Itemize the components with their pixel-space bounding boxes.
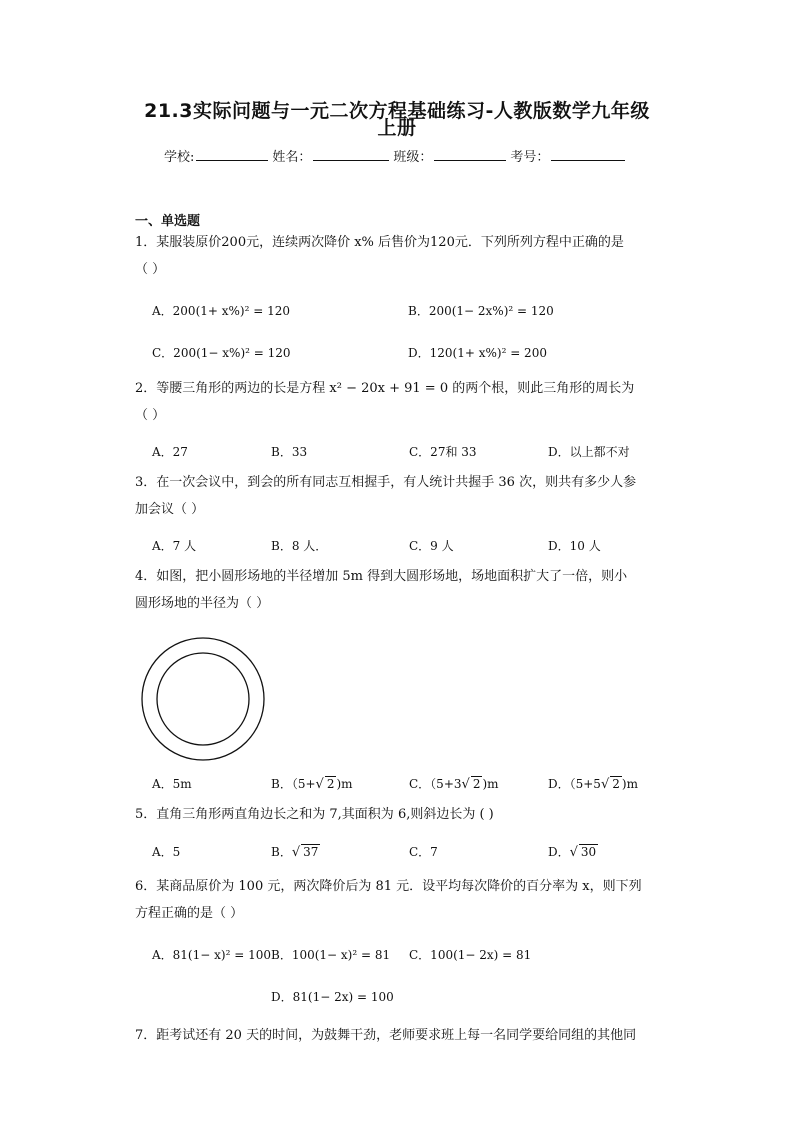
- question-3-line1: 3．在一次会议中，到会的所有同志互相握手，有人统计共握手 36 次，则共有多少人参: [135, 475, 637, 490]
- school-blank: [196, 148, 268, 161]
- question-3-stem: [135, 469, 665, 523]
- q6-option-b[interactable]: B．100(1− x)² = 81: [271, 948, 391, 962]
- q2-option-c[interactable]: C．27和 33: [409, 445, 477, 459]
- q4-option-b-tail: )m: [336, 777, 353, 791]
- question-5-line1: 5．直角三角形两直角边长之和为 7,其面积为 6,则斜边长为 ( ): [135, 807, 494, 822]
- q4-option-b-prefix: B．（5+: [271, 777, 316, 791]
- question-7-line1: 7．距考试还有 20 天的时间，为鼓舞干劲，老师要求班上每一名同学要给同组的其他同: [135, 1028, 637, 1043]
- question-4-line1: 4．如图，把小圆形场地的半径增加 5m 得到大圆形场地，场地面积扩大了一倍，则小: [135, 569, 628, 584]
- worksheet-title-line2: 上册: [377, 117, 417, 139]
- q5-option-b-radicand: 37: [303, 845, 319, 859]
- worksheet-title-line1: 21.3实际问题与一元二次方程基础练习-人教版数学九年级: [144, 100, 650, 122]
- q4-option-b-radicand: 2: [326, 777, 335, 791]
- question-1-stem: [135, 229, 665, 283]
- sqrt-icon: √: [461, 777, 470, 792]
- large-circle: [142, 638, 264, 760]
- concentric-circles-figure: [140, 636, 266, 762]
- school-label: 学校:: [164, 150, 195, 165]
- exam-number-blank: [551, 148, 625, 161]
- question-6-stem: [135, 873, 665, 927]
- question-5-stem: [135, 801, 665, 828]
- q2-option-b[interactable]: B．33: [271, 445, 308, 459]
- question-6-line1: 6．某商品原价为 100 元，两次降价后为 81 元．设平均每次降价的百分率为 x，则下列: [135, 879, 642, 894]
- q5-option-a[interactable]: A．5: [152, 845, 181, 859]
- q3-option-a[interactable]: A．7 人: [152, 539, 197, 553]
- question-4-line2: 圆形场地的半径为（ ）: [135, 596, 270, 611]
- class-blank: [434, 148, 506, 161]
- q1-option-c[interactable]: C．200(1− x%)² = 120: [152, 346, 291, 360]
- q6-option-a[interactable]: A．81(1− x)² = 100: [152, 948, 271, 962]
- q4-option-c-radicand: 2: [472, 777, 481, 791]
- question-4-stem: [135, 563, 665, 617]
- q4-option-d[interactable]: [548, 775, 638, 792]
- small-circle: [157, 653, 249, 745]
- q5-option-d-prefix: D．: [548, 845, 570, 859]
- question-1-line2: （ ）: [135, 262, 166, 277]
- q1-option-d[interactable]: D．120(1+ x%)² = 200: [408, 346, 547, 360]
- q4-option-d-prefix: D．（5+5: [548, 777, 601, 791]
- sqrt-icon: √: [569, 845, 578, 860]
- q4-option-c-prefix: C．（5+3: [409, 777, 462, 791]
- q5-option-b-prefix: B．: [271, 845, 292, 859]
- question-2-line2: （ ）: [135, 408, 166, 423]
- question-6-line2: 方程正确的是（ ）: [135, 906, 244, 921]
- q3-option-c[interactable]: C．9 人: [409, 539, 454, 553]
- sqrt-icon: √: [315, 777, 324, 792]
- question-1-line1: 1．某服装原价200元，连续两次降价 x% 后售价为120元．下列所列方程中正确的是: [135, 235, 624, 250]
- sqrt-icon: √: [600, 777, 610, 792]
- class-label: 班级：: [393, 150, 433, 165]
- q2-option-d[interactable]: D．以上都不对: [548, 445, 630, 459]
- q4-option-c-tail: )m: [482, 777, 499, 791]
- student-info-row: [164, 146, 629, 165]
- name-blank: [313, 148, 389, 161]
- sqrt-icon: √: [291, 845, 301, 860]
- q4-option-a[interactable]: A．5m: [152, 777, 192, 791]
- q5-option-d[interactable]: [548, 843, 598, 860]
- exam-number-label: 考号：: [510, 150, 550, 165]
- question-7-stem: [135, 1022, 665, 1049]
- name-label: 姓名：: [272, 150, 312, 165]
- q4-option-d-radicand: 2: [612, 777, 620, 791]
- q5-option-b[interactable]: [271, 843, 320, 860]
- q2-option-a[interactable]: A．27: [152, 445, 188, 459]
- q5-option-c[interactable]: C．7: [409, 845, 438, 859]
- q1-option-b[interactable]: B．200(1− 2x%)² = 120: [408, 304, 554, 318]
- q6-option-d[interactable]: D．81(1− 2x) = 100: [271, 990, 394, 1004]
- q6-option-c[interactable]: C．100(1− 2x) = 81: [409, 948, 532, 962]
- question-2-stem: [135, 375, 665, 429]
- q3-option-d[interactable]: D．10 人: [548, 539, 601, 553]
- q5-option-d-radicand: 30: [580, 845, 597, 859]
- q1-option-a[interactable]: A．200(1+ x%)² = 120: [152, 304, 291, 318]
- q3-option-b[interactable]: B．8 人．: [271, 539, 328, 553]
- question-2-line1: 2．等腰三角形的两边的长是方程 x² − 20x + 91 = 0 的两个根，则此三角形的周长为: [135, 381, 635, 396]
- q4-option-c[interactable]: [409, 775, 499, 792]
- q4-option-b[interactable]: [271, 775, 353, 792]
- question-3-line2: 加会议（ ）: [135, 502, 205, 517]
- q4-option-d-tail: )m: [621, 777, 638, 791]
- section-title: 一、单选题: [135, 214, 201, 229]
